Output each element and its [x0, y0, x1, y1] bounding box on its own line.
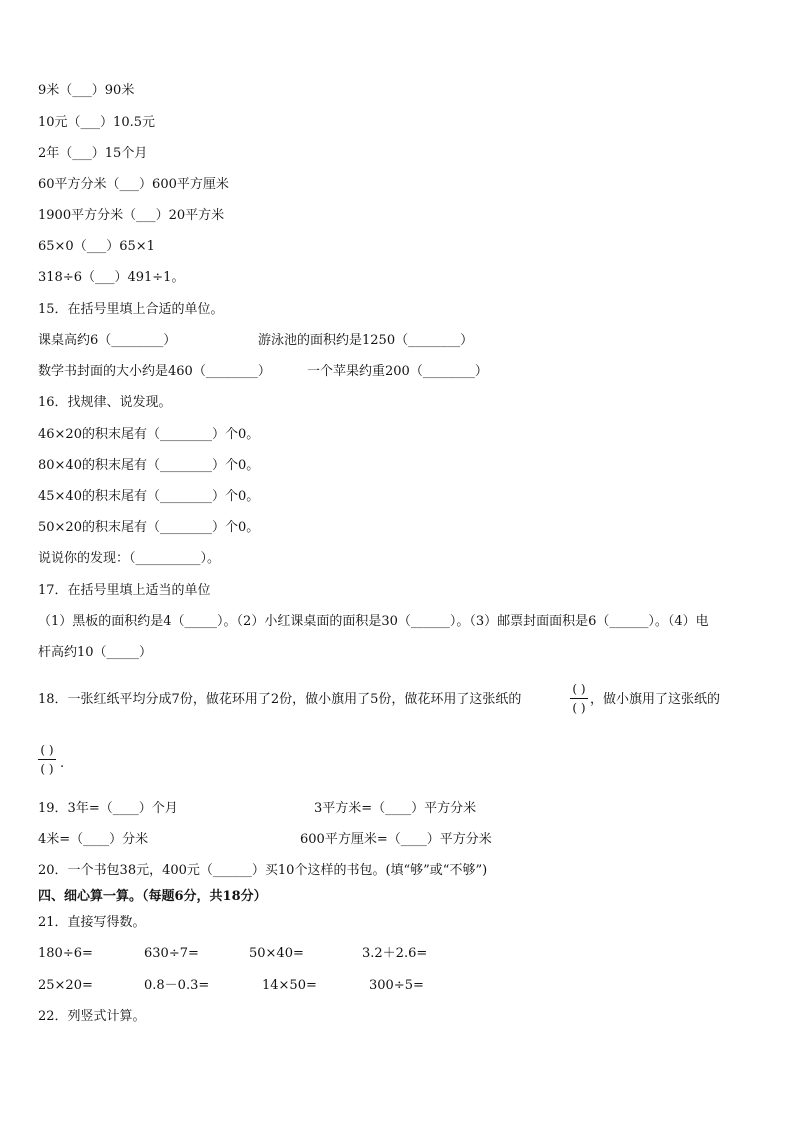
calc-item: 300÷5=	[369, 978, 424, 993]
question-16-title: 16．找规律、说发现。	[38, 395, 172, 410]
calc-item: 14×50=	[262, 978, 317, 993]
fraction-denominator: ( )	[572, 701, 586, 715]
compare-item-6: 65×0（___）65×1	[38, 239, 155, 254]
question-19-item-1: 19．3年=（____）个月	[38, 801, 178, 816]
question-15-item-4: 一个苹果约重200（________）	[307, 364, 488, 379]
compare-item-1: 9米（___）90米	[38, 83, 135, 98]
question-15-item-1: 课桌高约6（________）	[38, 333, 177, 348]
question-16-item-3: 45×40的积末尾有（________）个0。	[38, 489, 260, 504]
calc-item: 25×20=	[38, 978, 93, 993]
calc-item: 630÷7=	[144, 946, 199, 961]
calc-item: 3.2＋2.6=	[362, 946, 428, 961]
fraction-blank-2	[38, 743, 56, 776]
fraction-bar	[38, 759, 56, 760]
question-15-item-2: 游泳池的面积约是1250（________）	[258, 333, 474, 348]
question-18-text-b: ，做小旗用了这张纸的	[590, 692, 721, 707]
calc-item: 50×40=	[249, 946, 304, 961]
question-18-text-a: 18．一张红纸平均分成7份，做花环用了2份，做小旗用了5份，做花环用了这张纸的	[38, 692, 522, 707]
question-16-item-2: 80×40的积末尾有（________）个0。	[38, 458, 260, 473]
compare-item-4: 60平方分米（___）600平方厘米	[38, 177, 229, 192]
question-19-item-4: 600平方厘米=（____）平方分米	[300, 832, 492, 847]
question-15-item-3: 数学书封面的大小约是460（________）	[38, 364, 271, 379]
compare-item-5: 1900平方分米（___）20平方米	[38, 208, 225, 223]
compare-item-2: 10元（___）10.5元	[38, 115, 155, 130]
question-16-item-1: 46×20的积末尾有（________）个0。	[38, 427, 260, 442]
question-21-title: 21．直接写得数。	[38, 915, 146, 930]
question-17-line-1: （1）黑板的面积约是4（_____）。（2）小红课桌面的面积是30（______）。（3）邮票封面面积是6（______）。（4）电	[38, 614, 709, 629]
compare-item-7: 318÷6（___）491÷1。	[38, 270, 185, 285]
question-19-item-3: 4米=（____）分米	[38, 832, 149, 847]
fraction-numerator: ( )	[572, 682, 586, 696]
calc-item: 0.8－0.3=	[144, 978, 210, 993]
fraction-denominator: ( )	[40, 762, 54, 776]
fraction-numerator: ( )	[40, 743, 54, 757]
question-17-line-2: 杆高约10（_____）	[38, 645, 153, 660]
fraction-bar	[570, 698, 588, 699]
question-15-title: 15．在括号里填上合适的单位。	[38, 302, 224, 317]
question-16-discovery: 说说你的发现：（__________）。	[38, 551, 221, 566]
question-17-title: 17．在括号里填上适当的单位	[38, 583, 211, 598]
question-20: 20．一个书包38元，400元（______）买10个这样的书包。(填“够”或“不够”)	[38, 863, 488, 878]
question-22-title: 22．列竖式计算。	[38, 1009, 146, 1024]
question-16-item-4: 50×20的积末尾有（________）个0。	[38, 520, 260, 535]
compare-item-3: 2年（___）15个月	[38, 146, 148, 161]
section-4-heading: 四、细心算一算。（每题6分，共18分）	[38, 889, 267, 904]
question-18-end: .	[60, 756, 65, 771]
question-19-item-2: 3平方米=（____）平方分米	[314, 801, 477, 816]
fraction-blank-1	[570, 682, 588, 715]
calc-item: 180÷6=	[38, 946, 93, 961]
